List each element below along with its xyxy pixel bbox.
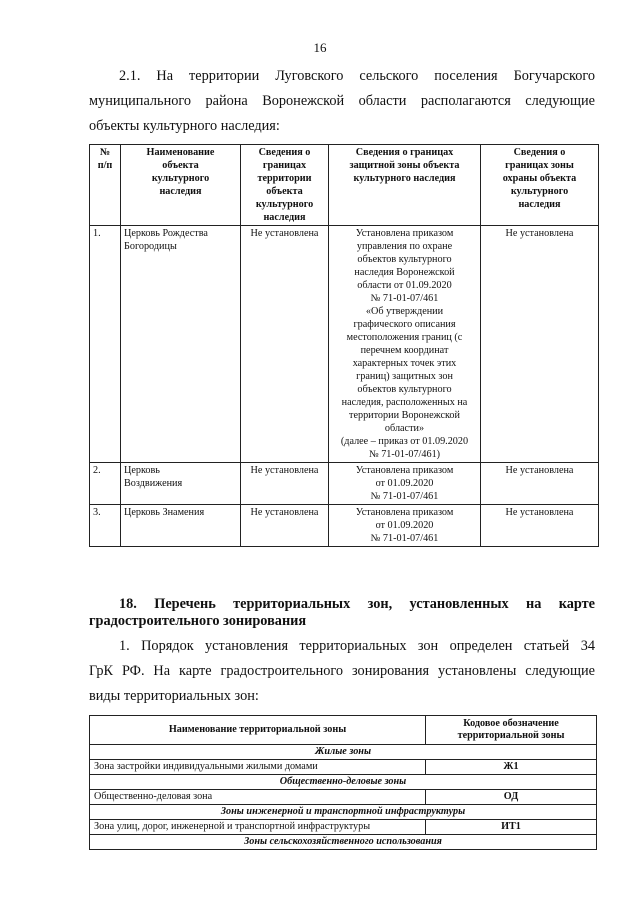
protective-line: № 71-01-07/461) [368,449,441,460]
header-line: охраны объекта [502,173,577,184]
object-name [121,463,241,505]
territory-info: Не установлена [241,505,329,547]
protective-line: наследия Воронежской [354,267,455,278]
heading-line: 18. Перечень территориальных зон, установленных на карте [119,596,595,612]
name-line: Церковь Рождества [124,228,208,239]
zone-group-label: Жилые зоны [90,745,597,760]
intro-line: муниципального района Воронежской области располагаются следующие [89,93,595,109]
table-row [90,226,599,463]
zones-intro-line: ГрК РФ. На карте градостроительного зонирования установлены следующие [89,663,595,679]
protective-zone-info [329,463,481,505]
protective-line: границ) защитных зон [356,371,453,382]
zone-name: Общественно-деловая зона [90,790,426,805]
protective-line: характерных точек этих [352,358,457,369]
zones-intro-line: виды территориальных зон: [89,688,259,704]
header-line: культурного [255,199,314,210]
zone-group-label: Зоны инженерной и транспортной инфраструктуры [90,805,597,820]
protective-line: № 71-01-07/461 [370,293,439,304]
header-line: культурного наследия [353,173,456,184]
header-line: Сведения о [513,147,566,158]
header-name [121,145,241,226]
header-line: территориальной зоны [457,730,565,741]
zone-row [90,760,597,775]
table-row [90,505,599,547]
protective-line: Установлена приказом [355,507,454,518]
protection-zone-info: Не установлена [481,226,599,463]
table-header-row [90,145,599,226]
header-line: Сведения о [258,147,311,158]
protection-zone-info: Не установлена [481,505,599,547]
intro-line: 2.1. На территории Луговского сельского поселения Богучарского [119,68,595,84]
protective-line: объектов культурного [357,254,452,265]
object-name [121,505,241,547]
header-line: наследия [263,212,306,223]
protective-line: «Об утверждении [365,306,444,317]
protective-line: объектов культурного [357,384,452,395]
name-line: Воздвижения [124,478,183,489]
zone-code: ОД [426,790,597,805]
heritage-objects-table [89,144,599,547]
zone-name: Зона улиц, дорог, инженерной и транспортной инфраструктуры [90,820,426,835]
zone-name: Зона застройки индивидуальными жилыми домами [90,760,426,775]
zones-intro-paragraph [89,634,595,709]
table-row [90,463,599,505]
protective-line: графического описания [353,319,456,330]
row-number: 2. [90,463,121,505]
header-line: территории [257,173,312,184]
protective-line: перечнем координат [360,345,449,356]
header-zone-name: Наименование территориальной зоны [90,716,426,745]
zone-group-row [90,805,597,820]
header-line: объекта [162,160,199,171]
protection-zone-info: Не установлена [481,463,599,505]
header-line: п/п [97,160,113,171]
protective-line: № 71-01-07/461 [370,533,439,544]
protective-line: территории Воронежской [349,410,460,421]
intro-paragraph [89,64,595,139]
zone-row [90,820,597,835]
name-line: Церковь Знамения [124,507,205,518]
page-number: 16 [313,40,327,55]
header-num [90,145,121,226]
object-name [121,226,241,463]
protective-line: Установлена приказом [355,465,454,476]
protective-line: наследия, расположенных на [341,397,468,408]
territory-info: Не установлена [241,463,329,505]
protective-line: местоположения границ (с [346,332,463,343]
zone-group-row [90,835,597,850]
protective-line: от 01.09.2020 [375,478,434,489]
header-line: наследия [518,199,561,210]
zone-group-row [90,745,597,760]
protective-zone-info [329,505,481,547]
row-number: 1. [90,226,121,463]
header-line: культурного [510,186,569,197]
zone-group-label: Общественно-деловые зоны [90,775,597,790]
territorial-zones-table [89,715,597,850]
zones-intro-line: 1. Порядок установления территориальных зон определен статьей 34 [119,638,595,654]
intro-line: объекты культурного наследия: [89,118,280,134]
protective-line: области» [384,423,425,434]
zone-group-label: Зоны сельскохозяйственного использования [90,835,597,850]
header-line: № [99,147,111,158]
header-zone-code [426,716,597,745]
header-protection-zone [481,145,599,226]
protective-line: (далее – приказ от 01.09.2020 [340,436,469,447]
protective-line: от 01.09.2020 [375,520,434,531]
name-line: Богородицы [124,241,177,252]
zone-group-row [90,775,597,790]
header-line: Кодовое обозначение [463,718,559,729]
header-protective-zone [329,145,481,226]
header-line: Сведения о границах [355,147,454,158]
header-line: культурного [151,173,210,184]
header-line: наследия [159,186,202,197]
table-header-row [90,716,597,745]
name-line: Церковь [124,465,160,476]
protective-line: области от 01.09.2020 [357,280,452,291]
protective-line: управления по охране [356,241,453,252]
protective-line: № 71-01-07/461 [370,491,439,502]
header-line: объекта [266,186,303,197]
header-line: границах зоны [505,160,574,171]
header-line: границах [262,160,307,171]
header-line: защитной зоны объекта [349,160,460,171]
zone-row [90,790,597,805]
header-line: Наименование [146,147,215,158]
zone-code: Ж1 [426,760,597,775]
row-number: 3. [90,505,121,547]
header-territory [241,145,329,226]
protective-zone-info [329,226,481,463]
protective-line: Установлена приказом [355,228,454,239]
territory-info: Не установлена [241,226,329,463]
zone-code: ИТ1 [426,820,597,835]
heading-line: градостроительного зонирования [89,613,307,629]
section-heading [89,596,595,630]
